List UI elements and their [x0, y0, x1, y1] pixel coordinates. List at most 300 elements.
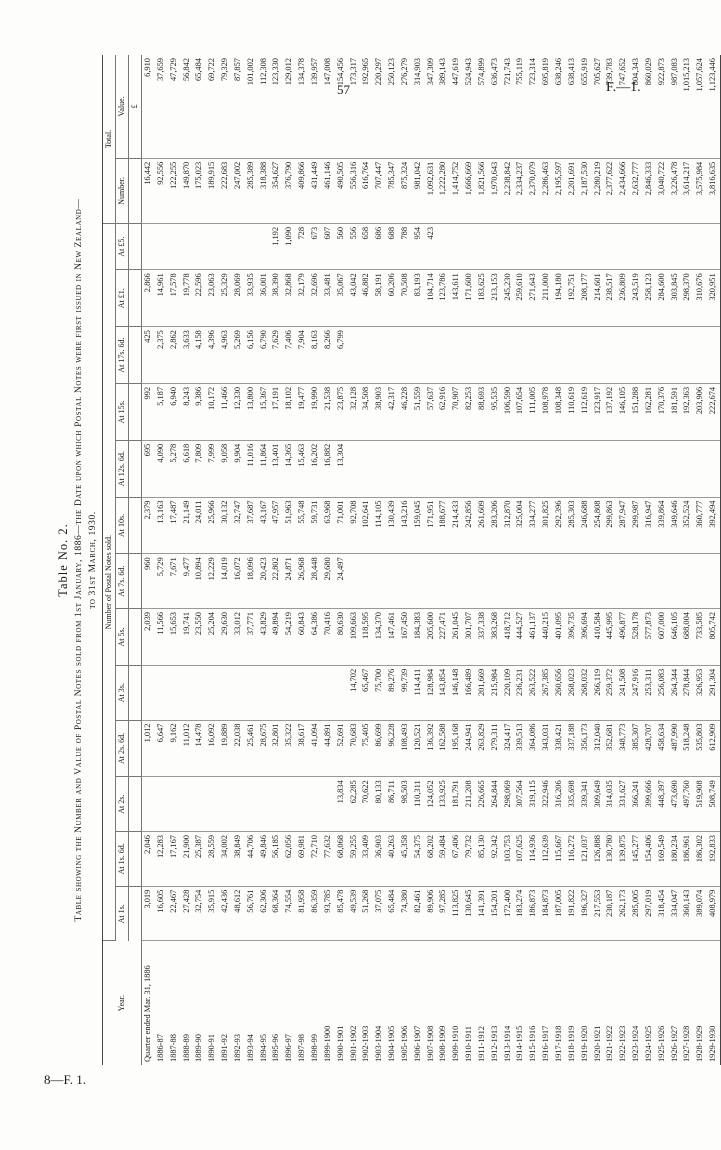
column-header: At 17s. 6d.	[116, 327, 129, 384]
table-cell	[399, 440, 412, 497]
table-cell: 2,187,530	[579, 158, 592, 223]
table-cell: 9,904	[232, 440, 245, 497]
year-cell: 1893-94	[245, 1034, 255, 1062]
table-cell: 70,683	[348, 720, 361, 777]
table-cell	[553, 440, 566, 497]
table-cell: 739,783	[604, 55, 617, 158]
table-cell: 3,019	[142, 886, 155, 941]
table-title: Table No. 2.	[56, 523, 70, 597]
table-cell: 1,414,752	[450, 158, 463, 223]
table-cell: 62,916	[437, 383, 450, 440]
table-cell: 214,601	[592, 270, 605, 327]
table-cell: 287,947	[617, 497, 630, 554]
table-cell: 6,790	[258, 327, 271, 384]
table-cell: 227,471	[437, 609, 450, 666]
table-cell	[232, 223, 245, 269]
table-cell	[643, 223, 656, 269]
table-cell: 408,979	[707, 886, 720, 941]
table-cell: 2,046	[142, 832, 155, 887]
table-cell: 130,439	[386, 497, 399, 554]
table-cell	[656, 554, 669, 609]
table-cell	[193, 665, 206, 720]
table-cell: 14,478	[193, 720, 206, 777]
table-cell	[232, 665, 245, 720]
table-cell: 118,595	[360, 609, 373, 666]
table-cell: 7,904	[296, 327, 309, 384]
table-cell: 146,148	[450, 665, 463, 720]
table-cell: 69,981	[296, 832, 309, 887]
table-cell: 2,862	[168, 327, 181, 384]
table-cell: 217,553	[592, 886, 605, 941]
column-header: At £5.	[116, 223, 129, 269]
year-cell: 1908-1909	[438, 1025, 448, 1062]
table-cell: 110,619	[566, 383, 579, 440]
table-cell: 12,283	[155, 832, 168, 887]
table-cell: 107,654	[514, 383, 527, 440]
column-header: At 2s. 6d.	[116, 720, 129, 777]
table-cell: 312,040	[592, 720, 605, 777]
table-cell: 686	[373, 223, 386, 269]
table-cell: 2,434,666	[617, 158, 630, 223]
table-cell: 56,185	[270, 832, 283, 887]
table-cell: 222,674	[707, 383, 720, 440]
table-cell: 410,584	[592, 609, 605, 666]
table-cell: 220,297	[373, 55, 386, 158]
table-cell: 733,585	[694, 609, 707, 666]
table-cell: 399,666	[643, 777, 656, 832]
table-cell: 518,248	[681, 720, 694, 777]
table-cell: 183,274	[514, 886, 527, 941]
table-cell: 788	[399, 223, 412, 269]
table-cell	[643, 440, 656, 497]
table-cell: 337,188	[566, 720, 579, 777]
table-cell: 123,786	[437, 270, 450, 327]
table-cell: 428,707	[643, 720, 656, 777]
table-cell: 63,968	[322, 497, 335, 554]
column-header: At 12s. 6d.	[116, 440, 129, 497]
year-cell: 1891-92	[220, 1034, 230, 1062]
table-cell: 214,433	[450, 497, 463, 554]
table-cell: 291,304	[707, 665, 720, 720]
table-cell	[270, 777, 283, 832]
column-header: At 10s.	[116, 497, 129, 554]
table-cell: 262,173	[617, 886, 630, 941]
table-cell: 1,012	[142, 720, 155, 777]
table-cell: 46,228	[399, 383, 412, 440]
table-cell: 425	[142, 327, 155, 384]
table-cell: 230,187	[604, 886, 617, 941]
table-cell: 318,454	[656, 886, 669, 941]
table-cell: 30,132	[219, 497, 232, 554]
table-cell: 25,204	[206, 609, 219, 666]
table-cell: 102,641	[360, 497, 373, 554]
table-cell: 334,277	[527, 497, 540, 554]
table-cell: 5,187	[155, 383, 168, 440]
table-cell: 310,676	[694, 270, 707, 327]
table-cell: 318,388	[258, 158, 271, 223]
table-row	[322, 55, 335, 1065]
table-cell: 136,392	[425, 720, 438, 777]
table-cell	[604, 223, 617, 269]
table-cell: 24,871	[283, 554, 296, 609]
table-cell: 508,749	[707, 777, 720, 832]
table-cell: 2,280,219	[592, 158, 605, 223]
table-cell: 364,086	[527, 720, 540, 777]
table-cell: 222,683	[219, 158, 232, 223]
table-cell: 256,083	[656, 665, 669, 720]
table-cell: 285,005	[630, 886, 643, 941]
year-cell: 1887-88	[168, 1034, 178, 1062]
table-cell: 22,038	[232, 720, 245, 777]
table-cell	[309, 777, 322, 832]
table-cell: 38,617	[296, 720, 309, 777]
table-cell	[425, 554, 438, 609]
table-cell: 1,666,669	[463, 158, 476, 223]
table-cell: 162,281	[643, 383, 656, 440]
table-cell: 2,377,622	[604, 158, 617, 223]
table-cell: 13,800	[245, 383, 258, 440]
table-cell: 2,370,079	[527, 158, 540, 223]
table-cell: 638,246	[553, 55, 566, 158]
table-cell: 21,900	[181, 832, 194, 887]
table-cell: 60,206	[386, 270, 399, 327]
table-cell: 349,646	[669, 497, 682, 554]
table-row	[425, 55, 438, 1065]
table-cell: 154,406	[643, 832, 656, 887]
table-row	[270, 55, 283, 1065]
table-cell: 461,146	[322, 158, 335, 223]
table-cell	[656, 327, 669, 384]
table-cell: 325,004	[514, 497, 527, 554]
year-cell: 1911-1912	[476, 1026, 486, 1062]
table-cell	[348, 440, 361, 497]
table-cell: 785,347	[386, 158, 399, 223]
table-cell: 860,029	[643, 55, 656, 158]
table-cell: 22,596	[193, 270, 206, 327]
table-cell: 32,868	[283, 270, 296, 327]
table-cell: 32,801	[270, 720, 283, 777]
table-cell	[579, 440, 592, 497]
year-cell: 1904-1905	[387, 1025, 397, 1062]
table-cell: 804,343	[630, 55, 643, 158]
table-cell: 10,172	[206, 383, 219, 440]
table-cell: 16,092	[206, 720, 219, 777]
table-cell: 574,899	[476, 55, 489, 158]
table-cell: 246,688	[579, 497, 592, 554]
year-cell: 1912-1913	[489, 1025, 499, 1062]
table-cell: 334,047	[669, 886, 682, 941]
table-cell: 65,484	[193, 55, 206, 158]
column-header: At 15s.	[116, 383, 129, 440]
table-row	[502, 55, 515, 1065]
table-cell	[694, 327, 707, 384]
table-cell: 322,946	[540, 777, 553, 832]
table-row	[694, 55, 707, 1065]
table-cell	[476, 440, 489, 497]
year-cell: 1929-1930	[707, 941, 720, 1065]
table-cell: 92,556	[155, 158, 168, 223]
table-cell: 38,390	[270, 270, 283, 327]
table-cell	[360, 327, 373, 384]
table-subtitle-line2: to 31st March, 1930.	[88, 511, 98, 609]
table-cell	[360, 440, 373, 497]
table-cell: 1,821,566	[476, 158, 489, 223]
table-cell: 607	[322, 223, 335, 269]
table-cell: 261,045	[450, 609, 463, 666]
table-cell: 186,961	[681, 832, 694, 887]
table-cell: 111,005	[527, 383, 540, 440]
table-cell: 396,694	[579, 609, 592, 666]
table-cell: 74,380	[399, 886, 412, 941]
table-cell: 37,075	[373, 886, 386, 941]
table-cell: 6,618	[181, 440, 194, 497]
table-cell: 343,031	[540, 720, 553, 777]
table-cell	[681, 554, 694, 609]
table-cell	[502, 223, 515, 269]
table-cell: 62,306	[258, 886, 271, 941]
table-cell: 147,461	[386, 609, 399, 666]
year-cell: 1922-1923	[618, 1025, 628, 1062]
table-cell: 254,808	[592, 497, 605, 554]
table-cell: 616,764	[360, 158, 373, 223]
table-cell: 192,751	[566, 270, 579, 327]
table-cell: 354,627	[270, 158, 283, 223]
table-row	[373, 55, 386, 1065]
table-cell: 170,376	[656, 383, 669, 440]
table-cell: 15,653	[168, 609, 181, 666]
table-cell: 19,990	[309, 383, 322, 440]
table-cell	[373, 327, 386, 384]
table-cell	[707, 327, 720, 384]
table-cell: 16,882	[322, 440, 335, 497]
table-cell: 38,849	[232, 832, 245, 887]
table-cell: 196,327	[579, 886, 592, 941]
table-cell: 238,517	[604, 270, 617, 327]
table-cell	[514, 554, 527, 609]
table-cell: 245,230	[502, 270, 515, 327]
table-cell: 32,747	[232, 497, 245, 554]
table-cell: 181,791	[450, 777, 463, 832]
table-cell: 356,173	[579, 720, 592, 777]
table-cell: 146,105	[617, 383, 630, 440]
table-cell	[669, 440, 682, 497]
table-cell: 19,778	[181, 270, 194, 327]
table-cell: 22,802	[270, 554, 283, 609]
table-cell	[219, 223, 232, 269]
table-cell: 326,953	[694, 665, 707, 720]
table-cell: 695	[142, 440, 155, 497]
table-cell: 250,123	[386, 55, 399, 158]
table-cell: 139,875	[617, 832, 630, 887]
table-cell: 143,611	[450, 270, 463, 327]
table-cell: 385,307	[630, 720, 643, 777]
table-cell	[360, 554, 373, 609]
column-header: At 1s.	[116, 886, 129, 941]
table-cell: 68,202	[425, 832, 438, 887]
page-number: 57	[337, 82, 350, 97]
table-cell: 6,156	[245, 327, 258, 384]
table-cell: 85,130	[476, 832, 489, 887]
table-cell: 316,206	[553, 777, 566, 832]
table-cell	[540, 223, 553, 269]
table-cell: 33,409	[360, 832, 373, 887]
table-cell: 129,012	[283, 55, 296, 158]
table-cell: 46,882	[360, 270, 373, 327]
table-cell	[463, 554, 476, 609]
table-cell: 108,978	[540, 383, 553, 440]
table-cell: 33,481	[322, 270, 335, 327]
table-cell	[476, 327, 489, 384]
table-row	[617, 55, 630, 1065]
table-cell: 167,450	[399, 609, 412, 666]
table-cell: 36,903	[373, 832, 386, 887]
table-cell: 13,163	[155, 497, 168, 554]
table-cell: 298,069	[502, 777, 515, 832]
table-cell: 2,375	[155, 327, 168, 384]
table-cell: 1,123,446	[707, 55, 720, 158]
table-cell: 278,844	[681, 665, 694, 720]
table-cell: 36,001	[258, 270, 271, 327]
table-row	[360, 55, 373, 1065]
table-cell: 1,057,624	[694, 55, 707, 158]
table-cell: 40,263	[386, 832, 399, 887]
year-cell: 1916-1917	[541, 1025, 551, 1062]
table-cell: 352,681	[604, 720, 617, 777]
table-cell: 35,915	[206, 886, 219, 941]
table-cell: 607,000	[656, 609, 669, 666]
table-cell	[412, 554, 425, 609]
table-cell: 116,272	[566, 832, 579, 887]
table-cell: 123,917	[592, 383, 605, 440]
table-cell: 314,903	[412, 55, 425, 158]
table-cell: 259,372	[604, 665, 617, 720]
table-cell: 27,428	[181, 886, 194, 941]
table-cell: 14,702	[348, 665, 361, 720]
table-cell	[630, 440, 643, 497]
table-cell: 331,627	[617, 777, 630, 832]
table-cell: 389,143	[437, 55, 450, 158]
table-cell	[476, 223, 489, 269]
table-cell: 6,647	[155, 720, 168, 777]
table-cell: 4,963	[219, 327, 232, 384]
table-cell: 159,045	[412, 497, 425, 554]
table-cell: 458,634	[656, 720, 669, 777]
table-cell: 9,162	[168, 720, 181, 777]
table-cell: 423	[425, 223, 438, 269]
table-cell	[270, 665, 283, 720]
table-cell: 12,330	[232, 383, 245, 440]
table-cell	[245, 665, 258, 720]
table-row	[309, 55, 322, 1065]
year-cell: 1915-1916	[528, 1025, 538, 1062]
table-cell: 360,143	[681, 886, 694, 941]
table-cell	[348, 327, 361, 384]
table-cell: 49,894	[270, 609, 283, 666]
table-cell	[694, 440, 707, 497]
table-cell: 12,229	[206, 554, 219, 609]
table-cell	[335, 665, 348, 720]
table-cell: 211,000	[540, 270, 553, 327]
table-cell: 143,854	[437, 665, 450, 720]
table-row	[681, 55, 694, 1065]
table-cell: 35,322	[283, 720, 296, 777]
table-row	[656, 55, 669, 1065]
table-cell: 9,058	[219, 440, 232, 497]
table-cell	[592, 223, 605, 269]
table-cell: 92,708	[348, 497, 361, 554]
table-cell: 19,741	[181, 609, 194, 666]
table-cell	[604, 440, 617, 497]
table-cell: 396,735	[566, 609, 579, 666]
year-cell: 1925-1926	[656, 1025, 666, 1062]
table-cell: 171,951	[425, 497, 438, 554]
table-cell: 28,559	[206, 832, 219, 887]
table-cell	[669, 223, 682, 269]
table-cell: 263,829	[476, 720, 489, 777]
table-cell: 16,442	[142, 158, 155, 223]
table-cell: 64,386	[309, 609, 322, 666]
table-cell: 612,909	[707, 720, 720, 777]
table-cell: 284,600	[656, 270, 669, 327]
year-cell: 1923-1924	[631, 1025, 641, 1062]
table-cell	[617, 554, 630, 609]
table-cell: 497,760	[681, 777, 694, 832]
table-cell	[566, 327, 579, 384]
table-cell: 25,329	[219, 270, 232, 327]
table-cell	[617, 327, 630, 384]
table-cell	[514, 223, 527, 269]
table-cell: 86,359	[309, 886, 322, 941]
table-cell: 8,163	[309, 327, 322, 384]
table-cell	[681, 223, 694, 269]
year-cell: 1903-1904	[374, 1025, 384, 1062]
table-cell	[643, 554, 656, 609]
table-cell: 560	[335, 223, 348, 269]
table-cell: 108,348	[553, 383, 566, 440]
table-cell: 268,023	[566, 665, 579, 720]
table-cell	[219, 665, 232, 720]
table-cell: 89,906	[425, 886, 438, 941]
table-cell	[527, 440, 540, 497]
table-cell: 51,963	[283, 497, 296, 554]
table-cell: 59,255	[348, 832, 361, 887]
table-row	[566, 55, 579, 1065]
table-cell: 279,311	[489, 720, 502, 777]
table-cell: 401,095	[553, 609, 566, 666]
year-cell: 1909-1910	[451, 1025, 461, 1062]
table-cell: 695,819	[540, 55, 553, 158]
table-cell: 201,669	[476, 665, 489, 720]
table-cell	[579, 223, 592, 269]
table-cell: 147,008	[322, 55, 335, 158]
table-row	[168, 55, 181, 1065]
table-cell	[258, 777, 271, 832]
table-cell	[553, 554, 566, 609]
table-cell	[412, 327, 425, 384]
table-cell: 4,158	[193, 327, 206, 384]
table-cell: 130,645	[463, 886, 476, 941]
table-cell: 192,363	[681, 383, 694, 440]
table-cell: 519,908	[694, 777, 707, 832]
table-cell: 34,508	[360, 383, 373, 440]
table-cell: 110,311	[412, 777, 425, 832]
table-cell: 285,389	[245, 158, 258, 223]
table-cell: 13,401	[270, 440, 283, 497]
table-cell: 297,019	[643, 886, 656, 941]
table-cell: 93,785	[322, 886, 335, 941]
table-cell: 25,966	[206, 497, 219, 554]
table-cell: 981,042	[412, 158, 425, 223]
